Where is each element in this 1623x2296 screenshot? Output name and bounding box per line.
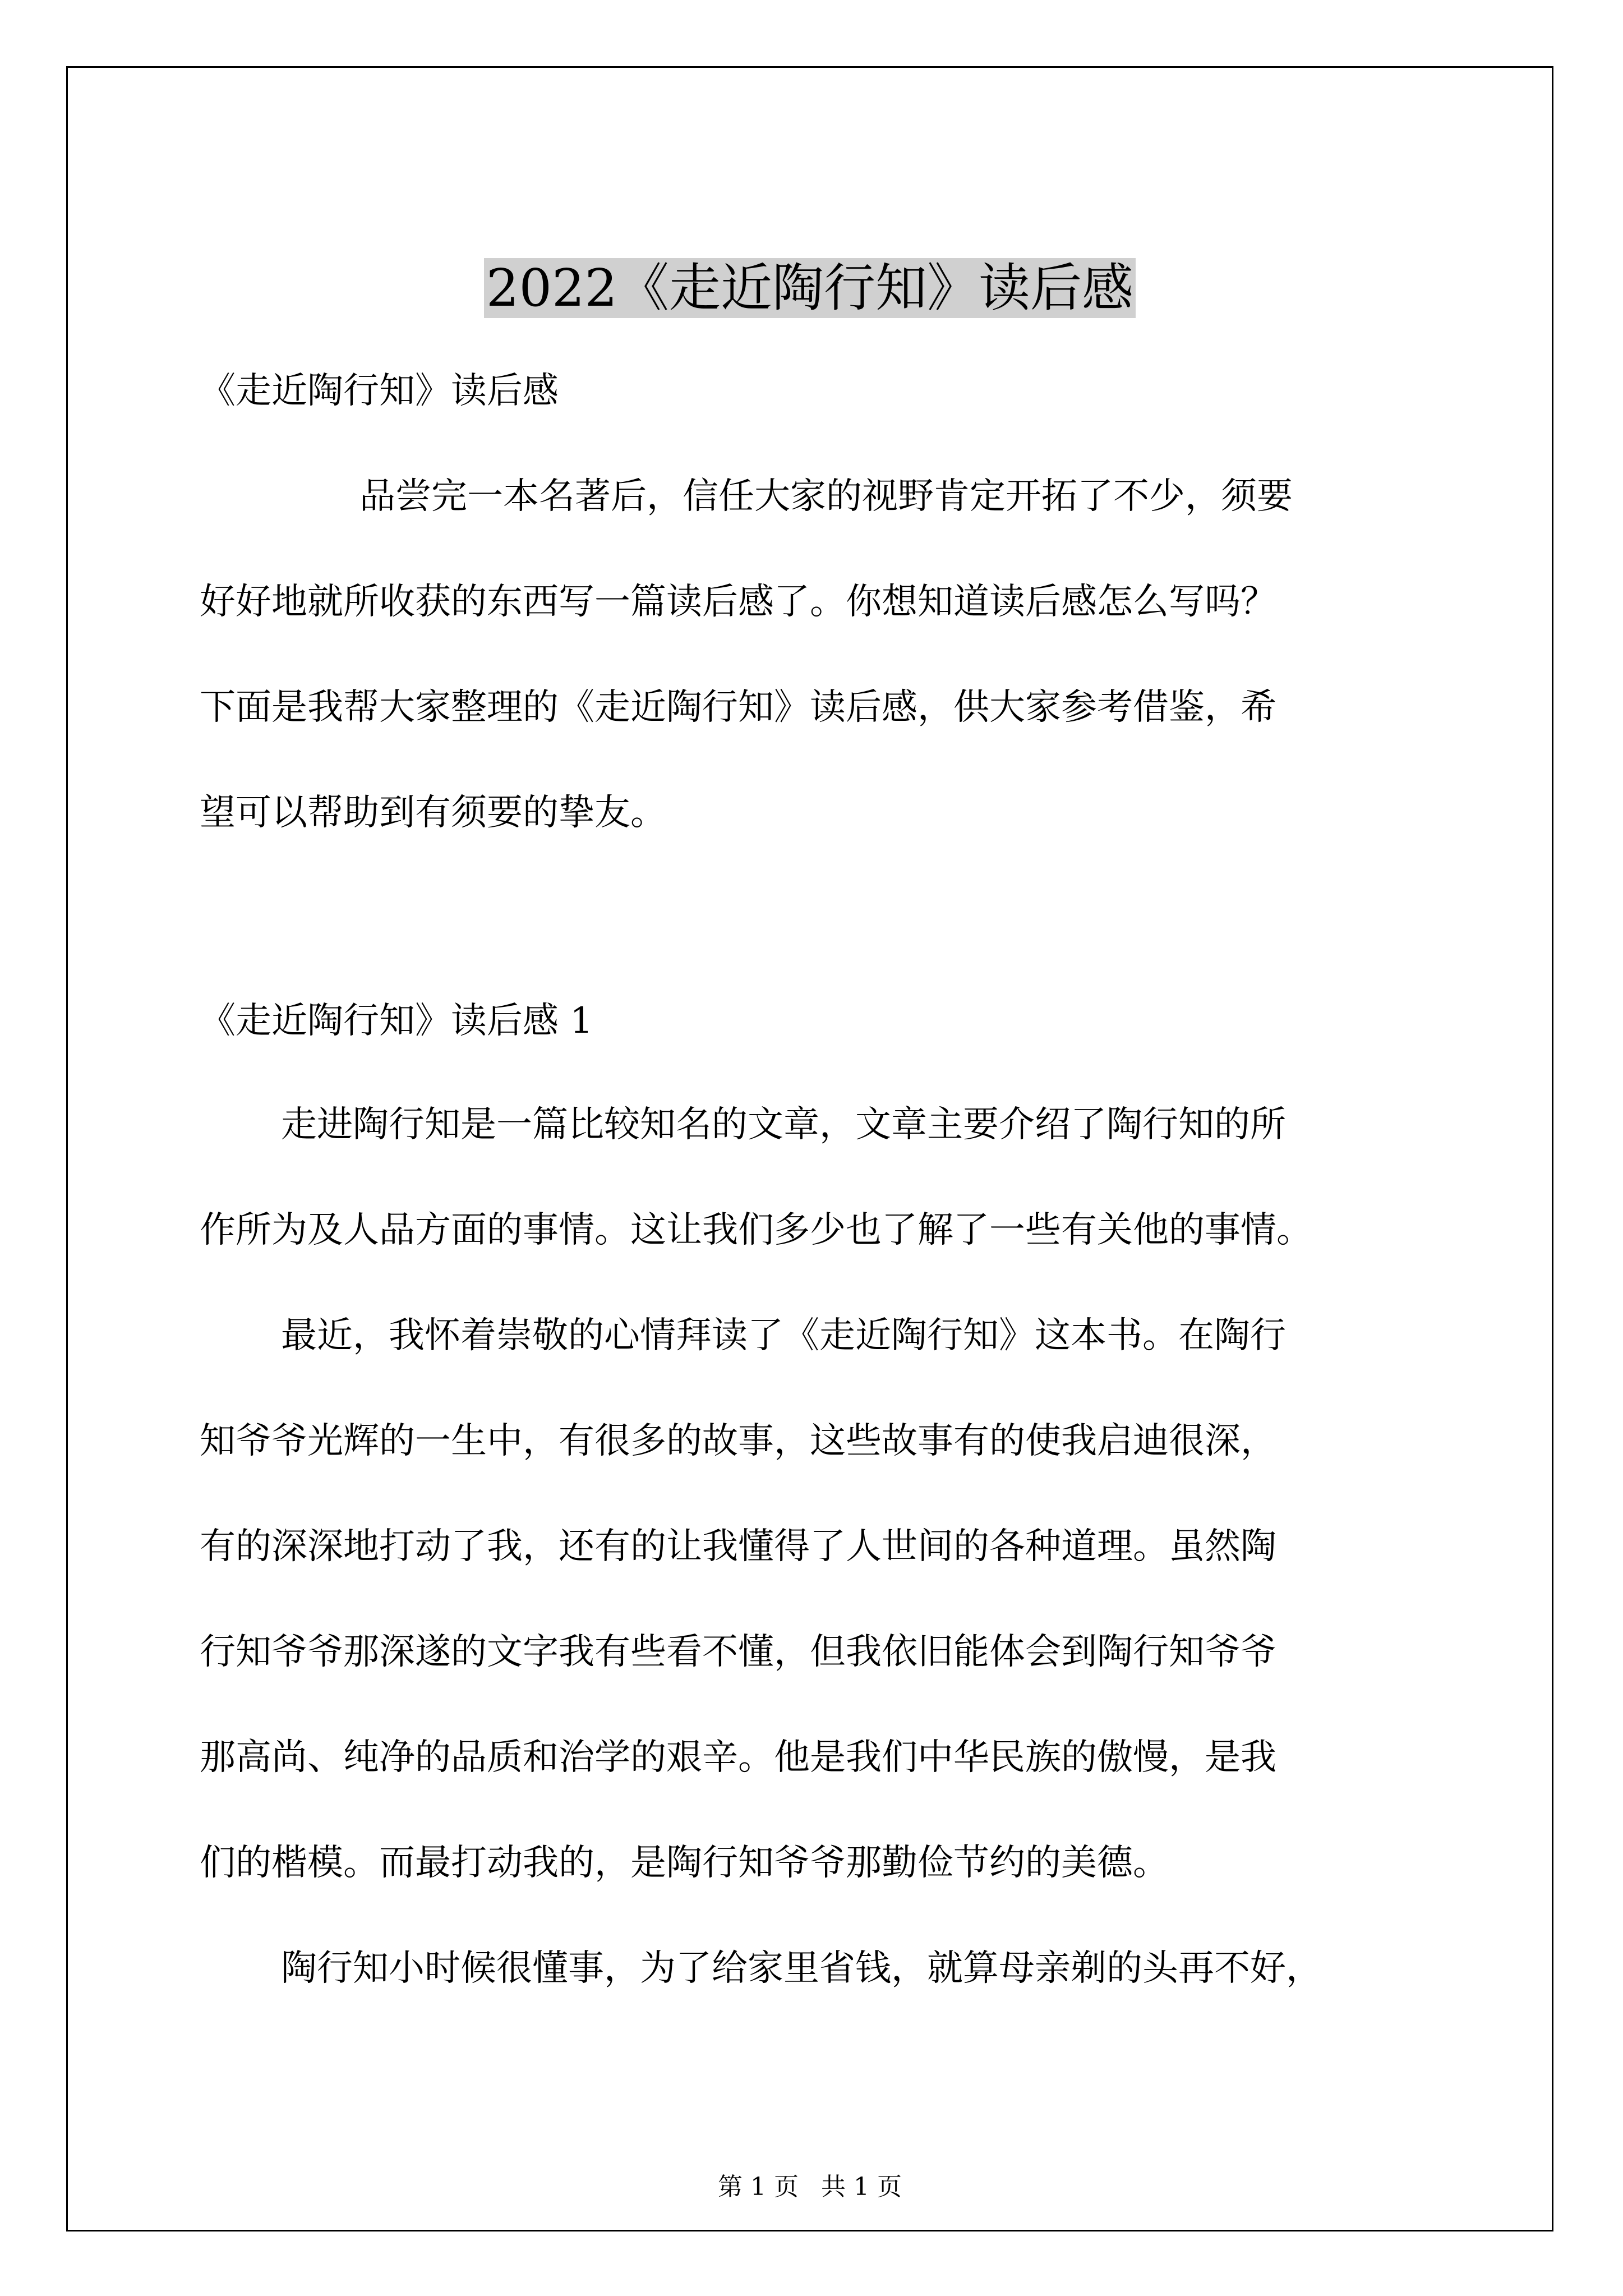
section-heading: 《走近陶行知》读后感 — [200, 370, 559, 412]
intro-paragraph — [200, 444, 1461, 866]
paragraph-line: 行知爷爷那深遂的文字我有些看不懂，但我依旧能体会到陶行知爷爷 — [200, 1631, 1276, 1673]
paragraph — [200, 1072, 1461, 1283]
page-total: 共 1 页 — [821, 2173, 902, 2201]
paragraph-line: 走进陶行知是一篇比较知名的文章，文章主要介绍了陶行知的所 — [281, 1104, 1286, 1145]
document-title-text: 2022《走近陶行知》读后感 — [484, 258, 1136, 318]
page-footer — [68, 2170, 1552, 2204]
paragraph-line: 陶行知小时候很懂事，为了给家里省钱，就算母亲剃的头再不好， — [281, 1948, 1322, 1989]
paragraph — [200, 1916, 1461, 2021]
paragraph-line: 们的楷模。而最打动我的，是陶行知爷爷那勤俭节约的美德。 — [200, 1842, 1169, 1884]
paragraph-line: 那高尚、纯净的品质和治学的艰辛。他是我们中华民族的傲慢，是我 — [200, 1737, 1276, 1778]
paragraph-line: 知爷爷光辉的一生中，有很多的故事，这些故事有的使我启迪很深， — [200, 1420, 1276, 1462]
paragraph-line: 下面是我帮大家整理的《走近陶行知》读后感，供大家参考借鉴，希 — [200, 687, 1276, 728]
paragraph-line: 最近，我怀着崇敬的心情拜读了《走近陶行知》这本书。在陶行 — [281, 1315, 1286, 1356]
section-heading-1: 《走近陶行知》读后感 1 — [200, 1000, 593, 1042]
document-title — [68, 246, 1552, 330]
page-number: 第 1 页 — [718, 2173, 799, 2201]
paragraph-line: 望可以帮助到有须要的挚友。 — [200, 792, 666, 834]
paragraph — [200, 1283, 1461, 1916]
paragraph-line: 有的深深地打动了我，还有的让我懂得了人世间的各种道理。虽然陶 — [200, 1526, 1276, 1567]
document-page — [66, 66, 1553, 2231]
paragraph-line: 好好地就所收获的东西写一篇读后感了。你想知道读后感怎么写吗？ — [200, 581, 1276, 623]
paragraph-line: 品尝完一本名著后，信任大家的视野肯定开拓了不少，须要 — [359, 476, 1293, 517]
paragraph-line: 作所为及人品方面的事情。这让我们多少也了解了一些有关他的事情。 — [200, 1209, 1312, 1251]
